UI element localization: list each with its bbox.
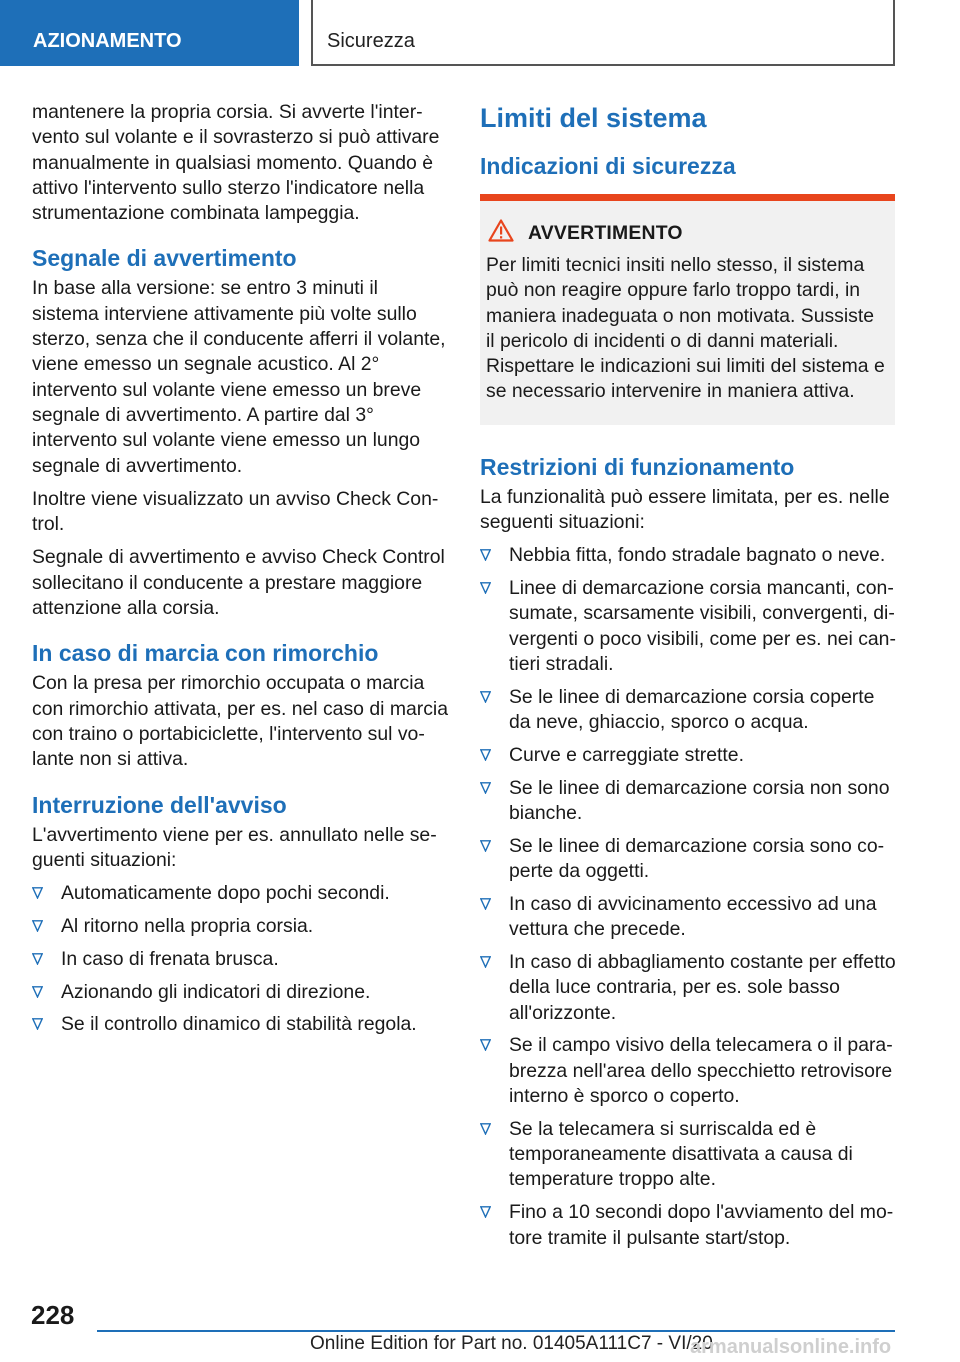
section-title: Sicurezza xyxy=(311,0,895,66)
triangle-arrow-icon xyxy=(480,1033,509,1109)
list-item-text: Se la telecamera si surriscalda ed è temporaneamente disattivata a causa di temperature troppo alte. xyxy=(509,1117,853,1191)
triangle-arrow-icon xyxy=(32,881,61,906)
list-item xyxy=(480,576,896,677)
restrictions-heading: Restrizioni di funzionamento xyxy=(480,453,795,480)
list-item xyxy=(32,881,448,906)
list-item xyxy=(480,543,896,568)
interruption-heading: Interruzione dell'avviso xyxy=(32,791,287,818)
list-item-text: Se le linee di demarcazione corsia sono coperte da oggetti. xyxy=(509,834,885,883)
intro-paragraph: mantenere la propria corsia. Si avverte l'intervento sul volante e il sovrasterzo si può attivare manualmente in qualsiasi momento. Quando è attivo l'intervento sullo sterzo l'indicatore nella strumentazione combinata lampeggia. xyxy=(32,101,440,225)
triangle-arrow-icon xyxy=(480,834,509,885)
warning-text: Per limiti tecnici insiti nello stesso, il sistema può non reagire oppure farlo troppo tardi, in maniera inadeguata o non motivata. Sussiste il pericolo di incidenti o di danni materiali. Rispettare le indicazioni sui limiti del sistema e se necessario intervenire in maniera attiva. xyxy=(486,254,885,403)
footer-divider xyxy=(97,1330,895,1332)
list-item-text: Nebbia fitta, fondo stradale bagnato o neve. xyxy=(509,544,886,567)
trailer-heading: In caso di marcia con rimorchio xyxy=(32,640,379,667)
warning-title: AVVERTIMENTO xyxy=(528,221,683,244)
triangle-arrow-icon xyxy=(32,914,61,939)
restrictions-list xyxy=(480,543,896,1250)
safety-heading: Indicazioni di sicurezza xyxy=(480,153,736,179)
list-item xyxy=(480,685,896,736)
list-item-text: In caso di avvicinamento eccessivo ad una vettura che precede. xyxy=(509,892,877,941)
page-header xyxy=(0,0,960,66)
list-item xyxy=(32,914,448,939)
list-item-text: Se le linee di demarcazione corsia coperte da neve, ghiaccio, sporco o acqua. xyxy=(509,685,875,734)
warning-signal-heading: Segnale di avvertimento xyxy=(32,245,297,272)
attention-paragraph: Segnale di avvertimento e avviso Check Control sollecitano il conducente a prestare maggiore attenzione alla corsia. xyxy=(32,546,445,620)
list-item xyxy=(32,1012,448,1037)
list-item xyxy=(480,1033,896,1109)
watermark: armanualsonline.info xyxy=(690,1336,892,1358)
list-item-text: Azionando gli indicatori di direzione. xyxy=(61,980,371,1003)
triangle-arrow-icon xyxy=(32,1012,61,1037)
list-item xyxy=(480,776,896,827)
left-column xyxy=(32,100,448,1045)
warning-triangle-icon xyxy=(488,219,514,247)
warning-signal-paragraph: In base alla versione: se entro 3 minuti il sistema interviene attivamente più volte sullo sterzo, senza che il conducente afferri il volante, viene emesso un segnale acustico. Al 2° intervento sul volante viene emesso un breve segnale di avvertimento. A partire dal 3° intervento sul volante viene emesso un lungo segnale di avvertimento. xyxy=(32,277,446,477)
list-item xyxy=(480,1200,896,1251)
list-item-text: Al ritorno nella propria corsia. xyxy=(61,914,314,937)
list-item xyxy=(480,892,896,943)
list-item xyxy=(480,1117,896,1193)
edition-info: Online Edition for Part no. 01405A111C7 - VI/20 xyxy=(310,1333,713,1354)
list-item xyxy=(32,947,448,972)
list-item-text: Se il campo visivo della telecamera o il parabrezza nell'area dello specchietto retrovisore interno è sporco o coperto. xyxy=(509,1034,893,1108)
triangle-arrow-icon xyxy=(480,743,509,768)
warning-header xyxy=(486,219,887,247)
interruption-paragraph: L'avvertimento viene per es. annullato nelle seguenti situazioni: xyxy=(32,823,437,871)
list-item xyxy=(480,834,896,885)
triangle-arrow-icon xyxy=(480,776,509,827)
triangle-arrow-icon xyxy=(480,685,509,736)
list-item-text: Se il controllo dinamico di stabilità regola. xyxy=(61,1013,417,1036)
list-item-text: Fino a 10 secondi dopo l'avviamento del motore tramite il pulsante start/stop. xyxy=(509,1201,894,1249)
triangle-arrow-icon xyxy=(480,1117,509,1193)
list-item-text: In caso di frenata brusca. xyxy=(61,947,279,970)
interruption-list xyxy=(32,881,448,1037)
check-control-paragraph: Inoltre viene visualizzato un avviso Check Control. xyxy=(32,487,439,536)
triangle-arrow-icon xyxy=(32,947,61,972)
triangle-arrow-icon xyxy=(32,980,61,1005)
triangle-arrow-icon xyxy=(480,543,509,568)
triangle-arrow-icon xyxy=(480,576,509,677)
list-item-text: Se le linee di demarcazione corsia non sono bianche. xyxy=(509,776,890,825)
warning-box xyxy=(480,194,895,425)
list-item xyxy=(32,980,448,1005)
list-item xyxy=(480,950,896,1026)
triangle-arrow-icon xyxy=(480,1200,509,1251)
restrictions-paragraph: La funzionalità può essere limitata, per es. nelle seguenti situazioni: xyxy=(480,485,890,534)
list-item-text: Automaticamente dopo pochi secondi. xyxy=(61,882,390,905)
chapter-tab[interactable]: AZIONAMENTO xyxy=(0,0,299,66)
list-item xyxy=(480,743,896,768)
list-item-text: Linee di demarcazione corsia mancanti, consumate, scarsamente visibili, convergenti, divergenti o poco visibili, come per es. nei cantieri stradali. xyxy=(509,577,896,676)
right-column xyxy=(480,100,896,1258)
triangle-arrow-icon xyxy=(480,950,509,1026)
triangle-arrow-icon xyxy=(480,892,509,943)
list-item-text: In caso di abbagliamento costante per effetto della luce contraria, per es. sole basso all'orizzonte. xyxy=(509,951,896,1024)
list-item-text: Curve e carreggiate strette. xyxy=(509,743,744,766)
limits-heading: Limiti del sistema xyxy=(480,103,707,133)
trailer-paragraph: Con la presa per rimorchio occupata o marcia con rimorchio attivata, per es. nel caso di marcia con traino o portabiciclette, l'intervento sul volante non si attiva. xyxy=(32,672,448,771)
page-number: 228 xyxy=(31,1300,75,1330)
